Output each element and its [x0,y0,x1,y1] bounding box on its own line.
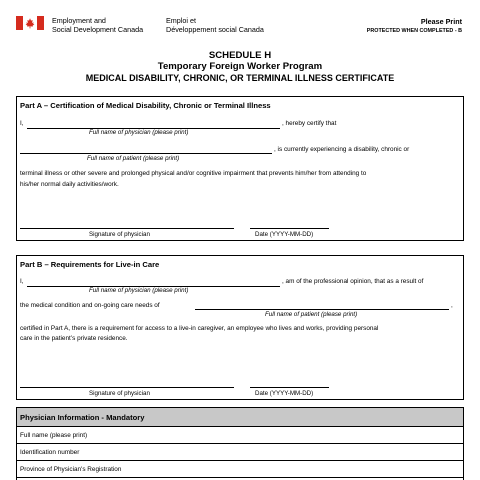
part-a-patient-caption: Full name of patient (please print) [87,155,180,162]
dept-en-line2: Social Development Canada [52,25,144,34]
part-b-opinion-text: , am of the professional opinion, that as a result of [282,278,424,285]
part-a-certify-text: , hereby certify that [282,120,337,127]
physician-id-number-field[interactable] [17,444,463,461]
schedule-title: SCHEDULE H [208,50,272,61]
part-a-patient-name-field[interactable] [20,153,272,154]
physician-province-label: Province of Physician's Registration [20,466,122,473]
physician-province-field[interactable] [17,461,463,478]
part-b-i-label: I, [20,278,24,285]
dept-fr-line2: Développement social Canada [166,25,264,34]
part-b-date-caption: Date (YYYY-MM-DD) [255,390,314,397]
physician-info-title: Physician Information - Mandatory [20,413,145,422]
department-name-french [166,16,264,34]
physician-info-header [17,408,463,427]
physician-id-number-label: Identification number [20,449,80,456]
part-b-body-line1: certified in Part A, there is a requirement for access to a live-in caregiver, an employee who lives and works, providing personal [20,325,379,332]
part-a-date-field[interactable] [250,228,329,229]
part-b-needs-end: , [451,302,453,309]
part-b-signature-caption: Signature of physician [89,390,150,397]
program-title: Temporary Foreign Worker Program [157,61,323,72]
part-a-experiencing-text: , is currently experiencing a disability, chronic or [274,146,410,153]
part-b-signature-field[interactable] [20,387,234,388]
part-a-title: Part A – Certification of Medical Disability, Chronic or Terminal Illness [20,101,271,110]
certificate-title: MEDICAL DISABILITY, CHRONIC, OR TERMINAL ILLNESS CERTIFICATE [85,73,395,83]
physician-info-section [16,407,464,480]
part-a-signature-caption: Signature of physician [89,231,150,238]
part-b-needs-text: the medical condition and on-going care needs of [20,302,160,309]
protected-label: PROTECTED WHEN COMPLETED - B [366,28,462,34]
part-b-title: Part B – Requirements for Live-in Care [20,260,160,269]
part-b-date-field[interactable] [250,387,329,388]
dept-en-line1: Employment and [52,16,106,25]
part-a-date-caption: Date (YYYY-MM-DD) [255,231,314,238]
part-a-body-line2: his/her normal daily activities/work. [20,181,119,188]
please-print-label: Please Print [420,17,462,26]
part-a-section [16,96,464,241]
part-b-body-line2: care in the patient’s private residence. [20,335,128,342]
part-b-physician-caption: Full name of physician (please print) [89,287,189,294]
part-b-section [16,255,464,400]
part-b-patient-name-field[interactable] [195,309,449,310]
physician-full-name-field[interactable] [17,427,463,444]
part-a-signature-field[interactable] [20,228,234,229]
dept-fr-line1: Emploi et [166,16,196,25]
part-a-i-label: I, [20,120,24,127]
part-a-physician-caption: Full name of physician (please print) [89,129,189,136]
part-a-body-line1: terminal illness or other severe and prolonged physical and/or cognitive impairment that prevents him/her from attending to [20,170,367,177]
physician-full-name-label: Full name (please print) [20,432,88,439]
department-name-english [52,16,143,34]
part-b-patient-caption: Full name of patient (please print) [265,311,358,318]
canada-flag-icon [16,16,44,30]
